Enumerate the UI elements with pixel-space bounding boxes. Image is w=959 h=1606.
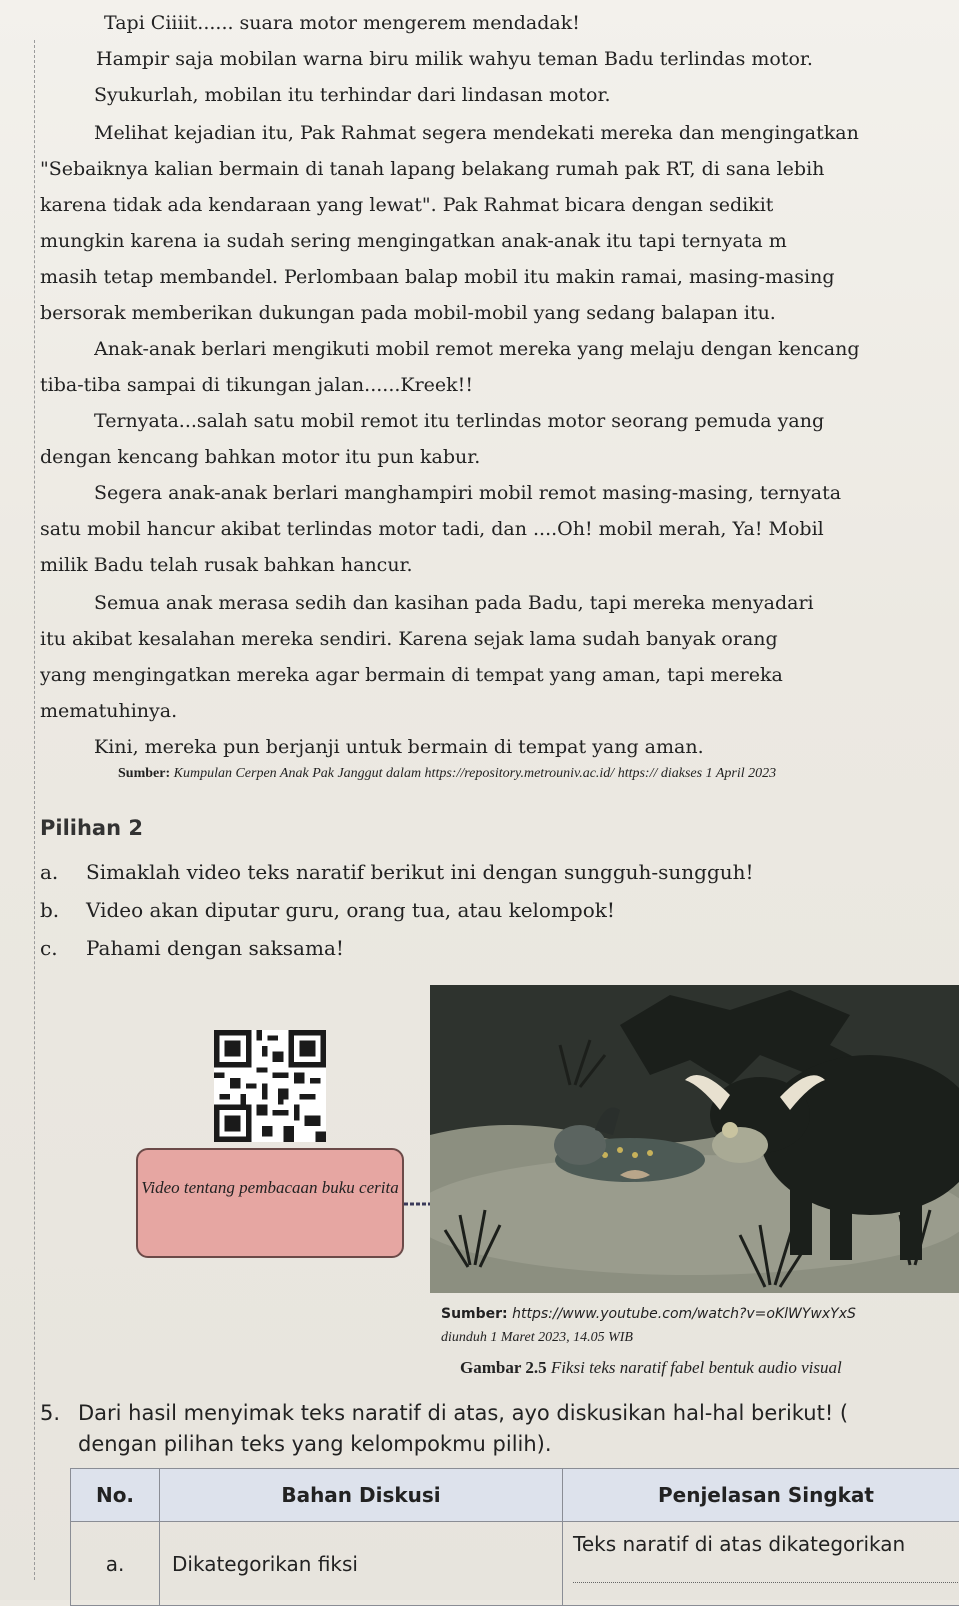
- story-line: bersorak memberikan dukungan pada mobil-mobil yang sedang balapan itu.: [40, 300, 776, 326]
- cell-no: a.: [71, 1522, 160, 1606]
- table-row: [71, 1522, 959, 1606]
- step-a: [40, 860, 754, 884]
- step-text: Video akan diputar guru, orang tua, atau kelompok!: [86, 898, 615, 922]
- story-line: dengan kencang bahkan motor itu pun kabur.: [40, 444, 480, 470]
- fill-in-dotted-line[interactable]: [573, 1566, 959, 1583]
- question-number: 5.: [40, 1398, 78, 1428]
- story-line: Ternyata...salah satu mobil remot itu terlindas motor seorang pemuda yang: [94, 408, 824, 434]
- story-line: milik Badu telah rusak bahkan hancur.: [40, 552, 413, 578]
- step-text: Pahami dengan saksama!: [86, 936, 344, 960]
- step-label: c.: [40, 936, 86, 960]
- section-title: Pilihan 2: [40, 816, 143, 840]
- story-line: masih tetap membandel. Perlombaan balap mobil itu makin ramai, masing-masing: [40, 264, 835, 290]
- question-text-continued: dengan pilihan teks yang kelompokmu pilih).: [78, 1432, 552, 1456]
- figure-caption-text: Fiksi teks naratif fabel bentuk audio visual: [551, 1358, 842, 1377]
- source-text: Kumpulan Cerpen Anak Pak Janggut dalam https://repository.metrouniv.ac.id/ https:// diakses 1 April 2023: [174, 766, 776, 781]
- step-text: Simaklah video teks naratif berikut ini dengan sungguh-sungguh!: [86, 860, 754, 884]
- header-description: Penjelasan Singkat: [563, 1469, 959, 1522]
- media-source-label: Sumber:: [441, 1306, 508, 1322]
- story-line: Kini, mereka pun berjanji untuk bermain di tempat yang aman.: [94, 734, 704, 760]
- step-b: [40, 898, 615, 922]
- story-line: itu akibat kesalahan mereka sendiri. Karena sejak lama sudah banyak orang: [40, 626, 778, 652]
- callout-text: Video tentang pembacaan buku cerita: [141, 1178, 398, 1197]
- question-5: [40, 1398, 848, 1428]
- story-line: mungkin karena ia sudah sering mengingatkan anak-anak itu tapi ternyata m: [40, 228, 787, 254]
- discussion-table: [70, 1468, 959, 1606]
- story-line: "Sebaiknya kalian bermain di tanah lapang belakang rumah pak RT, di sana lebih: [40, 156, 824, 182]
- video-thumbnail-image[interactable]: [430, 985, 959, 1293]
- header-no: No.: [71, 1469, 160, 1522]
- story-line: Anak-anak berlari mengikuti mobil remot mereka yang melaju dengan kencang: [94, 336, 860, 362]
- story-line: Syukurlah, mobilan itu terhindar dari lindasan motor.: [94, 82, 611, 108]
- story-source: [118, 766, 776, 782]
- cell-description[interactable]: [563, 1522, 959, 1606]
- story-line: karena tidak ada kendaraan yang lewat". Pak Rahmat bicara dengan sedikit: [40, 192, 773, 218]
- cell-description-text: Teks naratif di atas dikategorikan: [573, 1532, 959, 1556]
- question-text: Dari hasil menyimak teks naratif di atas, ayo diskusikan hal-hal berikut! (: [78, 1401, 848, 1425]
- step-label: b.: [40, 898, 86, 922]
- figure-label: Gambar 2.5: [460, 1358, 547, 1377]
- story-line: Hampir saja mobilan warna biru milik wahyu teman Badu terlindas motor.: [96, 46, 813, 72]
- media-source-link[interactable]: https://www.youtube.com/watch?v=oKlWYwxYxS: [512, 1306, 856, 1322]
- story-line: Tapi Ciiiit...... suara motor mengerem mendadak!: [104, 10, 580, 36]
- story-line: Semua anak merasa sedih dan kasihan pada Badu, tapi mereka menyadari: [94, 590, 814, 616]
- story-line: yang mengingatkan mereka agar bermain di tempat yang aman, tapi mereka: [40, 662, 783, 688]
- margin-dashed-line: [34, 40, 35, 1580]
- video-callout: [136, 1148, 404, 1258]
- qr-code-icon[interactable]: [214, 1030, 326, 1142]
- source-label: Sumber:: [118, 766, 170, 781]
- media-source: [441, 1306, 856, 1322]
- story-line: mematuhinya.: [40, 698, 177, 724]
- step-label: a.: [40, 860, 86, 884]
- story-line: Segera anak-anak berlari manghampiri mobil remot masing-masing, ternyata: [94, 480, 841, 506]
- media-download-date: diunduh 1 Maret 2023, 14.05 WIB: [441, 1330, 633, 1346]
- table-header-row: [71, 1469, 959, 1522]
- step-c: [40, 936, 344, 960]
- story-line: Melihat kejadian itu, Pak Rahmat segera mendekati mereka dan mengingatkan: [94, 120, 859, 146]
- header-topic: Bahan Diskusi: [160, 1469, 563, 1522]
- story-line: satu mobil hancur akibat terlindas motor tadi, dan ....Oh! mobil merah, Ya! Mobil: [40, 516, 824, 542]
- story-line: tiba-tiba sampai di tikungan jalan......Kreek!!: [40, 372, 473, 398]
- cell-topic: Dikategorikan fiksi: [160, 1522, 563, 1606]
- figure-caption: [460, 1358, 842, 1378]
